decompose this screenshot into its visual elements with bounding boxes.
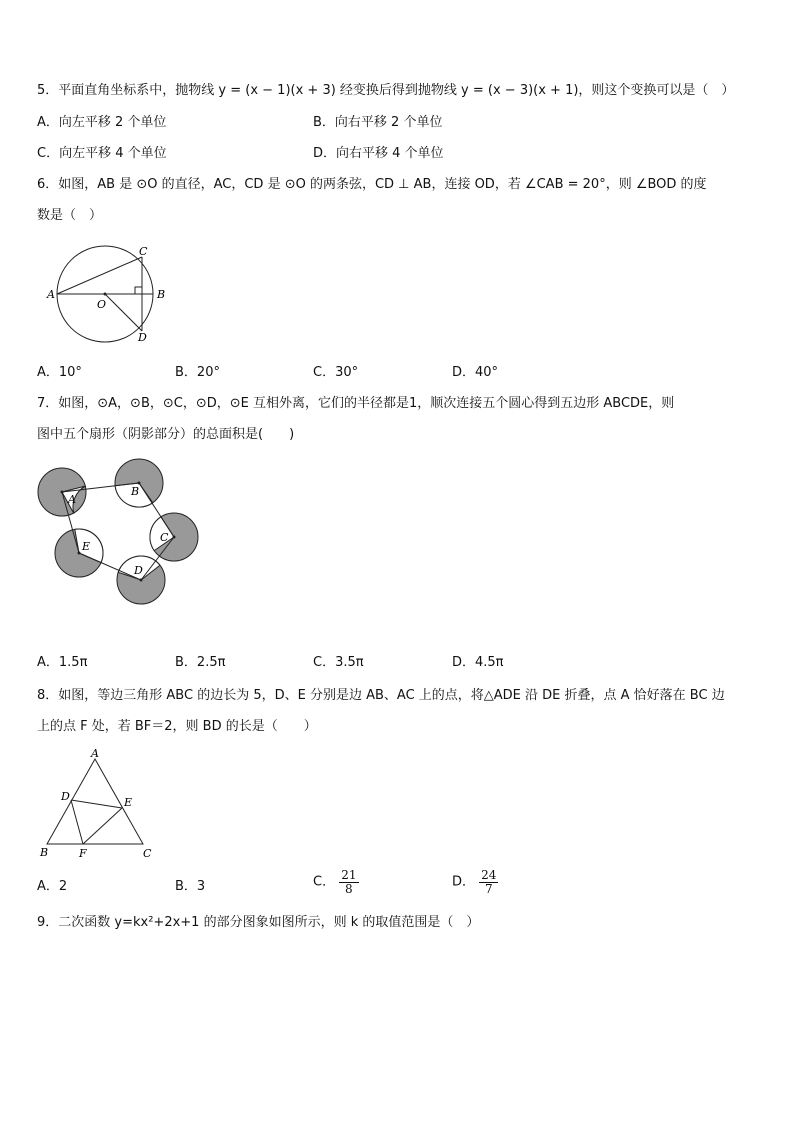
q7-option-d: D．4.5π [452, 655, 504, 670]
q8-stem-line1: 8．如图，等边三角形 ABC 的边长为 5，D、E 分别是边 AB、AC 上的点，将△ADE 沿 DE 折叠，点 A 恰好落在 BC 边 [37, 688, 725, 703]
q6-chord-ac [57, 257, 142, 294]
q6-label-o: O [97, 298, 107, 311]
q8-option-d-fraction [479, 869, 498, 896]
q8-option-c-numerator: 21 [341, 868, 357, 882]
q6-right-angle-mark [135, 287, 142, 294]
q5-option-c: C．向左平移 4 个单位 [37, 146, 167, 161]
q6-label-a: A [47, 288, 55, 301]
q8-label-d: D [61, 790, 70, 803]
q7-label-d: D [134, 564, 143, 577]
q7-label-e: E [82, 540, 91, 553]
q5-option-a: A．向左平移 2 个单位 [37, 115, 167, 130]
q7-label-a: A [68, 493, 76, 506]
q6-label-d: D [138, 331, 147, 344]
q7-stem-line2: 图中五个扇形（阴影部分）的总面积是( ) [37, 427, 295, 442]
q8-label-b: B [40, 846, 49, 859]
q8-label-e: E [124, 796, 133, 809]
q6-option-a: A．10° [37, 365, 82, 380]
q8-figure [37, 748, 167, 863]
q8-option-a: A．2 [37, 879, 68, 894]
q9-stem: 9．二次函数 y=kx²+2x+1 的部分图象如图所示，则 k 的取值范围是（ ） [37, 915, 480, 930]
q7-label-c: C [160, 531, 169, 544]
q6-stem-line1: 6．如图，AB 是 ⊙O 的直径，AC，CD 是 ⊙O 的两条弦，CD ⊥ AB，连接 OD，若 ∠CAB = 20°，则 ∠BOD 的度 [37, 177, 707, 192]
q8-option-c-denominator: 8 [345, 882, 353, 896]
q6-stem-line2: 数是（ ） [37, 208, 103, 223]
q6-center-dot [104, 293, 107, 296]
q5-option-b: B．向右平移 2 个单位 [313, 115, 443, 130]
q7-figure [34, 455, 209, 605]
q7-label-b: B [131, 485, 140, 498]
q8-option-d [452, 869, 498, 896]
q8-label-f: F [79, 847, 87, 860]
q8-label-c: C [143, 847, 152, 860]
q6-option-b: B．20° [175, 365, 220, 380]
q7-option-c: C．3.5π [313, 655, 364, 670]
q5-stem: 5．平面直角坐标系中，抛物线 y = (x − 1)(x + 3) 经变换后得到抛物线 y = (x − 3)(x + 1)，则这个变换可以是（ ） [37, 83, 735, 98]
q7-option-a: A．1.5π [37, 655, 88, 670]
q5-option-d: D．向右平移 4 个单位 [313, 146, 444, 161]
q8-label-a: A [91, 748, 99, 760]
q6-label-c: C [139, 245, 148, 258]
q6-label-b: B [157, 288, 166, 301]
q8-stem-line2: 上的点 F 处，若 BF＝2，则 BD 的长是（ ） [37, 719, 317, 734]
q8-option-d-denominator: 7 [484, 882, 493, 896]
q8-segment-ef [83, 808, 122, 844]
q8-segment-df [71, 800, 83, 844]
q6-segment-od [105, 294, 142, 331]
q7-stem-line1: 7．如图，⊙A，⊙B，⊙C，⊙D，⊙E 互相外离，它们的半径都是1，顺次连接五个圆心得到五边形 ABCDE，则 [37, 396, 675, 411]
q8-option-d-prefix: D． [452, 874, 476, 890]
q6-option-c: C．30° [313, 365, 359, 380]
q8-option-b: B．3 [175, 879, 206, 894]
q7-option-b: B．2.5π [175, 655, 226, 670]
q6-option-d: D．40° [452, 365, 499, 380]
q8-option-d-numerator: 24 [481, 868, 497, 882]
q6-figure [44, 245, 184, 345]
q8-option-c [313, 869, 359, 896]
q8-option-c-prefix: C． [313, 874, 336, 890]
q8-option-c-fraction [339, 869, 358, 896]
q8-segment-de [71, 800, 122, 808]
